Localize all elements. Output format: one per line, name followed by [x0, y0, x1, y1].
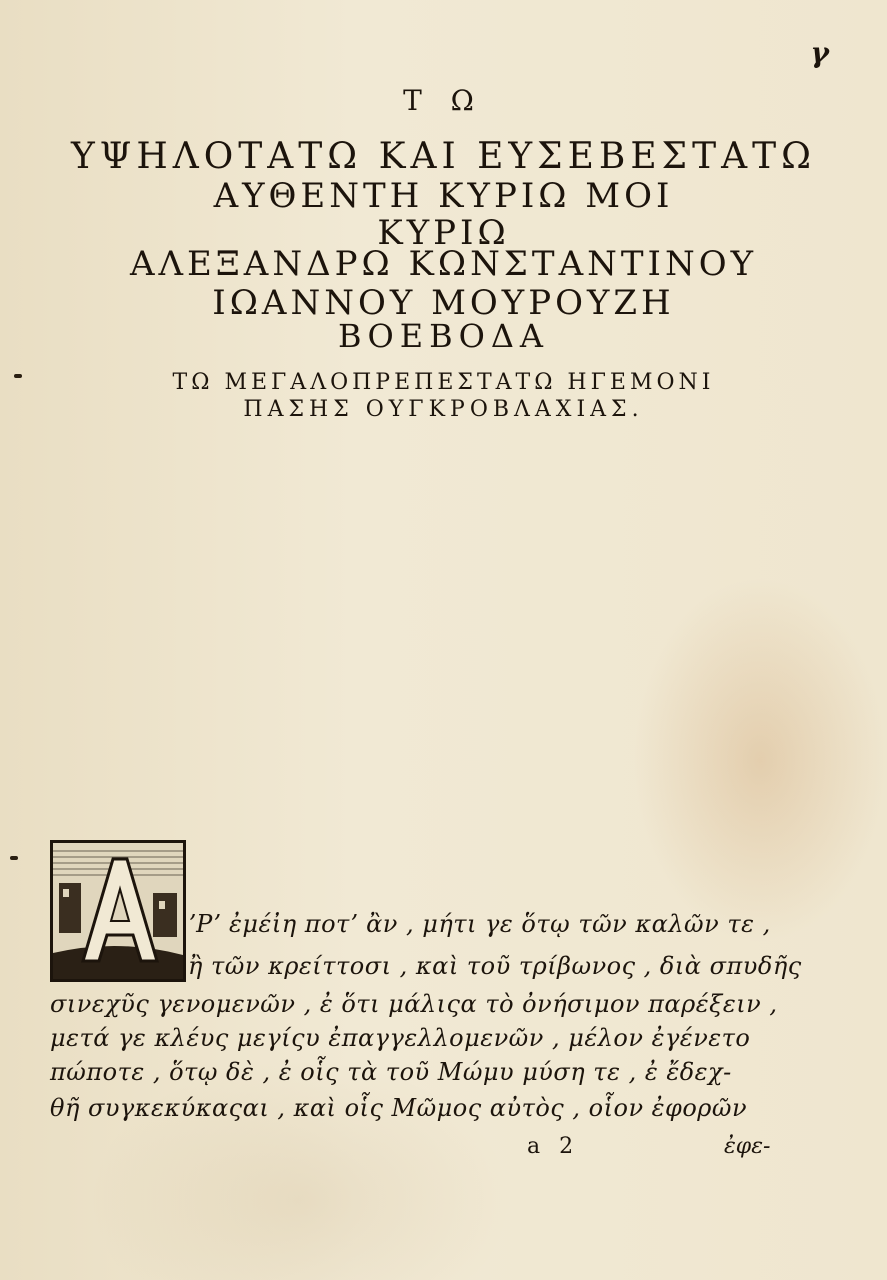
signature-mark: a 2	[527, 1134, 580, 1159]
dedication-line-2: ΑΥΘΕΝΤΗ ΚΥΡΙΩ ΜΟΙ	[213, 176, 674, 216]
body-line-4: μετά γε κλέυς μεγίςυ ἐπαγγελλομενῶν , μέλον ἐγένετο	[50, 1024, 751, 1052]
dedication-line-4: ΑΛΕΞΑΝΔΡΩ ΚΩΝΣΤΑΝΤΙΝΟΥ	[129, 244, 758, 284]
dedication-line-7: ΤΩ ΜΕΓΑΛΟΠΡΕΠΕΣΤΑΤΩ ΗΓΕΜΟΝΙ	[172, 370, 715, 395]
dedication-line-3: ΚΥΡΙΩ	[377, 213, 510, 253]
dedication-line-1: ΥΨΗΛΟΤΑΤΩ ΚΑΙ ΕΥΣΕΒΕΣΤΑΤΩ	[71, 136, 816, 177]
body-line-6: θῆ συγκεκύκαςαι , καὶ οἷς Μῶμος αὐτὸς , οἷον ἐφορῶν	[50, 1094, 748, 1122]
body-line-3: σινεχῦς γενομενῶν , ἐ ὅτι μάλιςα τὸ ὀνήσιμον παρέξειν ,	[50, 990, 778, 1018]
dedication-line-8: ΠΑΣΗΣ ΟΥΓΚΡΟΒΛΑΧΙΑΣ.	[243, 397, 644, 422]
body-line-5: πώποτε , ὅτῳ δὲ , ἐ οἷς τὰ τοῦ Μώμυ μύση τε , ἐ ἔδεχ-	[50, 1058, 732, 1086]
woodcut-initial	[50, 840, 186, 982]
margin-mark	[14, 374, 22, 378]
woodcut-initial-illustration	[53, 843, 183, 979]
dedication-line-6: ΒΟΕΒΟΔΑ	[337, 317, 550, 355]
dedication-line-5: ΙΩΑΝΝΟΥ ΜΟΥΡΟΥΖΗ	[212, 283, 675, 323]
catchword: ἐφε-	[724, 1134, 771, 1159]
body-line-1: ʼΡʼ ἐμέἰη ποτʼ ἂν , μήτι γε ὅτῳ τῶν καλῶν τε ,	[188, 910, 771, 938]
body-line-2: ἢ τῶν κρείττοσι , καὶ τοῦ τρίβωνος , διὰ σπυδῆς	[188, 952, 802, 980]
dedication-heading: Τ Ω	[403, 84, 484, 117]
margin-mark	[10, 856, 18, 860]
folio-number: γ	[810, 36, 829, 69]
